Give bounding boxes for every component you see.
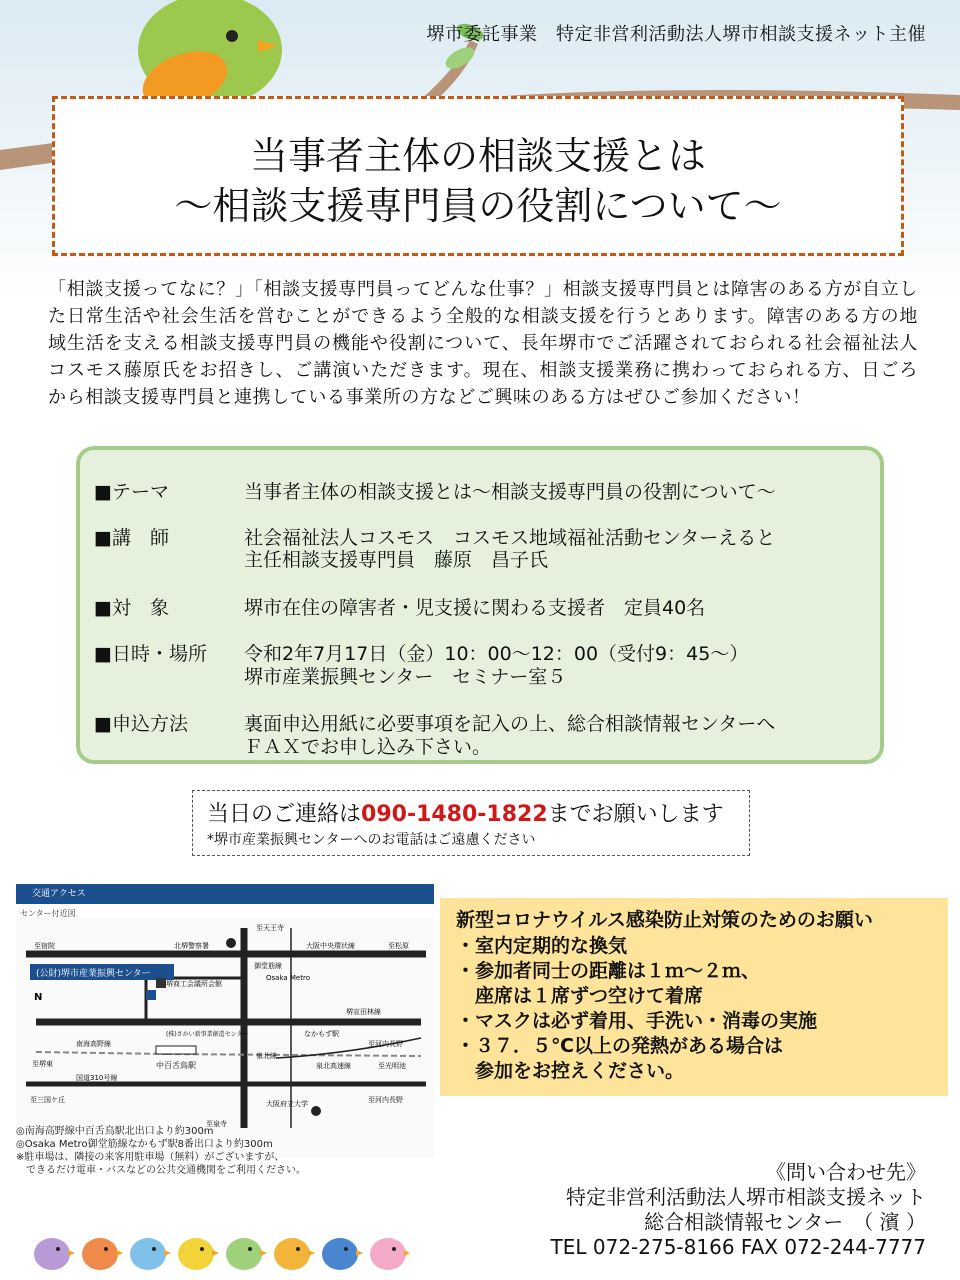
svg-text:泉北線: 泉北線	[256, 1052, 277, 1060]
covid-notice	[440, 898, 948, 1096]
inquiry-org: 特定非営利活動法人堺市相談支援ネット	[566, 1185, 926, 1209]
map-note: ◎南海高野線中百舌鳥駅北出口より約300m	[16, 1126, 214, 1137]
contact-suffix: までお願いします	[547, 802, 724, 827]
svg-text:至天王寺: 至天王寺	[256, 924, 284, 932]
svg-text:至河内長野: 至河内長野	[368, 1096, 403, 1104]
bird-icon	[322, 1238, 363, 1270]
intro-paragraph: 「相談支援ってなに？」「相談支援専門員ってどんな仕事？」相談支援専門員とは障害のある方が自立した日常生活や社会生活を営むことができるよう全般的な相談支援を行うとあります。障害のある方の地域生活を支える相談支援専門員の機能や役割について、長年堺市でご活躍されておられる社会福祉法人コスモス藤原氏をお招きし、ご講演いただきます。現在、相談支援業務に携わっておられる方、日ごろから相談支援専門員と連携している事業所の方などご興味のある方はぜひご参加ください！	[48, 279, 918, 408]
event-details-box	[76, 446, 884, 764]
map-subtitle: センター付近図	[20, 909, 76, 918]
detail-label: ■申込方法	[94, 713, 188, 735]
detail-value: 裏面申込用紙に必要事項を記入の上、総合相談情報センターへ	[244, 713, 776, 735]
detail-label: ■テーマ	[94, 481, 169, 503]
inquiry-block	[551, 1160, 926, 1260]
map-note: ※駐車場は、隣接の来客用駐車場（無料）がございますが、	[16, 1152, 285, 1163]
detail-value: ＦＡＸでお申し込み下さい。	[244, 736, 492, 758]
svg-text:至河内長野: 至河内長野	[368, 1040, 403, 1048]
svg-text:国道310号線: 国道310号線	[76, 1074, 118, 1082]
svg-text:(株)さかい新事業創造センター: (株)さかい新事業創造センター	[166, 1031, 249, 1038]
page-title-line2: ～相談支援専門員の役割について～	[174, 184, 782, 228]
detail-value: 堺市産業振興センター セミナー室５	[244, 666, 567, 688]
contact-box	[192, 790, 750, 856]
inquiry-tel-fax: TEL 072-275-8166 FAX 072-244-7777	[550, 1235, 926, 1259]
svg-text:至泉寺: 至泉寺	[206, 1120, 227, 1128]
north-arrow-icon: N	[34, 992, 43, 1003]
page-title-line1: 当事者主体の相談支援とは	[249, 134, 706, 178]
map-note: ◎Osaka Metro御堂筋線なかもず駅8番出口より約300m	[16, 1139, 273, 1150]
svg-text:大阪中央環状線: 大阪中央環状線	[306, 942, 355, 950]
contact-phone-link[interactable]: 090-1480-1822	[361, 802, 548, 827]
svg-text:至堺東: 至堺東	[32, 1060, 53, 1068]
access-map	[16, 884, 434, 1160]
svg-text:堺商工会議所会館: 堺商工会議所会館	[166, 980, 222, 988]
bird-icon	[226, 1238, 267, 1270]
svg-text:大阪府立大学: 大阪府立大学	[266, 1100, 308, 1108]
covid-item: ・マスクは必ず着用、手洗い・消毒の実施	[456, 1010, 818, 1032]
covid-title: 新型コロナウイルス感染防止対策のためのお願い	[456, 909, 873, 931]
inquiry-heading: 《問い合わせ先》	[766, 1160, 926, 1184]
contact-note: *堺市産業振興センターへのお電話はご遠慮ください	[207, 832, 536, 848]
bird-icon	[370, 1238, 410, 1270]
svg-text:御堂筋線: 御堂筋線	[254, 962, 282, 970]
svg-text:至松原: 至松原	[388, 942, 409, 950]
svg-text:北堺警察署: 北堺警察署	[174, 942, 209, 950]
covid-item: ・３７．５℃以上の発熱がある場合は	[456, 1035, 784, 1057]
map-center-label: (公財)堺市産業振興センター	[36, 969, 151, 979]
contact-prefix: 当日のご連絡は	[207, 802, 362, 827]
detail-value: 堺市在住の障害者・児支援に関わる支援者 定員40名	[244, 597, 706, 619]
detail-value: 令和2年7月17日（金）10：00～12：00（受付9：45～）	[244, 643, 749, 665]
detail-value: 当事者主体の相談支援とは～相談支援専門員の役割について～	[244, 481, 776, 503]
svg-text:なかもず駅: なかもず駅	[304, 1030, 339, 1038]
svg-text:至光明池: 至光明池	[378, 1062, 406, 1070]
detail-label: ■講 師	[94, 527, 169, 549]
detail-label: ■対 象	[94, 597, 169, 619]
svg-text:Osaka Metro: Osaka Metro	[266, 974, 310, 982]
svg-text:南海高野線: 南海高野線	[76, 1040, 111, 1048]
detail-value: 主任相談支援専門員 藤原 昌子氏	[244, 549, 549, 571]
svg-text:至宿院: 至宿院	[34, 942, 55, 950]
covid-item: 参加をお控えください。	[456, 1060, 685, 1082]
covid-item: ・参加者同士の距離は１ｍ～２ｍ、	[456, 960, 761, 982]
svg-text:中百舌鳥駅: 中百舌鳥駅	[156, 1061, 196, 1070]
organizer-text: 堺市委託事業 特定非営利活動法人堺市相談支援ネット主催	[426, 24, 926, 45]
svg-text:至三国ケ丘: 至三国ケ丘	[30, 1096, 65, 1104]
map-note: できるだけ電車・バスなどの公共交通機関をご利用ください。	[16, 1165, 306, 1176]
detail-label: ■日時・場所	[94, 643, 207, 665]
detail-value: 社会福祉法人コスモス コスモス地域福祉活動センターえると	[244, 527, 776, 549]
inquiry-center: 総合相談情報センター （ 濱 ）	[644, 1210, 926, 1234]
bird-icon	[178, 1238, 219, 1270]
svg-text:泉北高速線: 泉北高速線	[316, 1062, 351, 1070]
title-box	[52, 96, 904, 256]
contact-line	[207, 797, 724, 828]
map-title: 交通アクセス	[16, 884, 434, 904]
bird-icon	[274, 1238, 315, 1270]
bird-icon	[82, 1238, 123, 1270]
covid-item: ・室内定期的な換気	[456, 935, 628, 957]
svg-text:堺宣田林線: 堺宣田林線	[346, 1008, 381, 1016]
bird-row-illustration	[30, 1226, 410, 1276]
bird-icon	[130, 1238, 171, 1270]
bird-icon	[34, 1238, 75, 1270]
covid-item: 座席は１席ずつ空けて着席	[456, 985, 704, 1007]
